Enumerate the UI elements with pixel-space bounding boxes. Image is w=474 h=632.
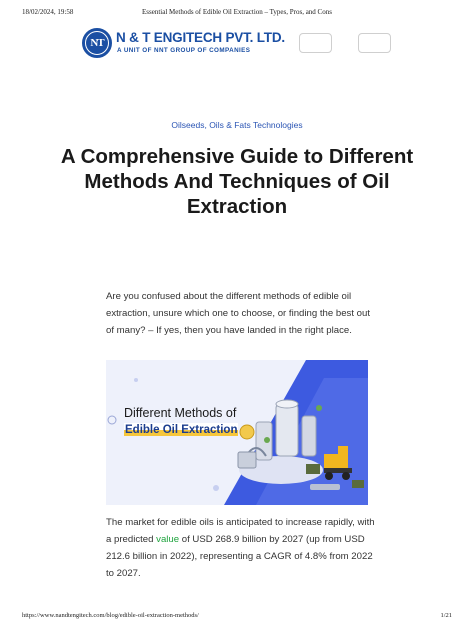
print-header [22,8,452,20]
hero-image [106,360,368,505]
article-intro: Are you confused about the different methods of edible oil extraction, unsure which one to choose, or finding the best out of many? – If yes, then you have landed in the right place. [106,291,370,336]
brand-logo-monogram: NT [85,31,109,55]
body-text-before-link: The market for edible oils is anticipated to increase rapidly, with a predicted [106,517,375,545]
article-category-link[interactable]: Oilseeds, Oils & Fats Technologies [171,120,303,130]
print-document-title: Essential Methods of Edible Oil Extraction – Types, Pros, and Cons [142,8,332,16]
site-header [82,28,402,62]
print-page-number: 1/21 [440,612,452,619]
brand-name[interactable]: N & T ENGITECH PVT. LTD. [116,30,285,45]
hero-heading-line-1: Different Methods of [124,406,237,420]
brand-tagline: A UNIT OF NNT GROUP OF COMPANIES [117,47,251,54]
print-footer [22,612,452,624]
article-title: A Comprehensive Guide to Different Methods And Techniques of Oil Extraction [60,145,414,218]
header-menu-button[interactable] [358,33,391,53]
body-text-after-link: of USD 268.9 billion by 2027 (up from USD 212.6 billion in 2022), representing a CAGR of 4.8% from 2022 to 2027. [106,534,373,579]
header-search-button[interactable] [299,33,332,53]
print-datetime: 18/02/2024, 19:58 [22,8,74,16]
hero-heading-line-2: Edible Oil Extraction [125,424,238,436]
brand-logo-icon[interactable] [82,28,112,58]
value-link[interactable]: value [156,534,180,545]
print-url: https://www.nandtengitech.com/blog/edible-oil-extraction-methods/ [22,612,199,619]
article-body-paragraph [106,514,376,582]
